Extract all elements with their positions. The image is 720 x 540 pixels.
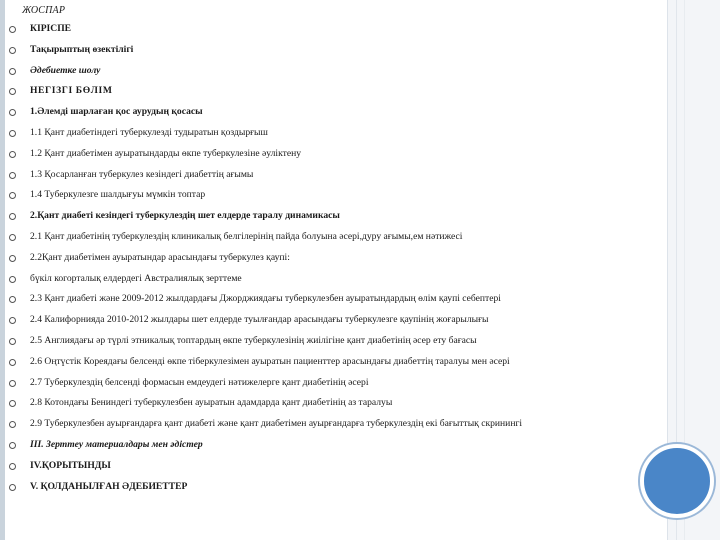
outline-item [0, 393, 668, 414]
outline-item-text: 1.1 Қант диабетіндегі туберкулезді тудыратын қоздырғыш [30, 126, 268, 138]
outline-item-text: 2.8 Котондағы Бениндегі туберкулезбен ауыратын адамдарда қант диабетінің аз таралуы [30, 397, 393, 409]
circle-bullet-icon [9, 172, 16, 179]
outline-item [0, 227, 668, 248]
outline-item [0, 40, 668, 61]
outline-item [0, 248, 668, 269]
outline-item [0, 61, 668, 82]
outline-item [0, 185, 668, 206]
outline-item-text: 1.4 Туберкулезге шалдығуы мүмкін топтар [30, 189, 206, 201]
circle-bullet-icon [9, 88, 16, 95]
circle-bullet-icon [9, 276, 16, 283]
circle-bullet-icon [9, 255, 16, 262]
outline-item [0, 289, 668, 310]
outline-item-text: IV.ҚОРЫТЫНДЫ [30, 459, 111, 471]
circle-bullet-icon [9, 359, 16, 366]
outline-item [0, 373, 668, 394]
outline-item [0, 81, 668, 102]
circle-bullet-icon [9, 192, 16, 199]
circle-bullet-icon [9, 68, 16, 75]
circle-bullet-icon [9, 484, 16, 491]
outline-item [0, 123, 668, 144]
outline-item-text: Әдебиетке шолу [30, 64, 101, 76]
outline-item-text: 2.4 Калифорнияда 2010-2012 жылдары шет елдерде туылғандар арасындағы туберкулезге қаупінің жоғарылығы [30, 314, 489, 326]
outline-item [0, 477, 668, 498]
outline-item-text: 2.1 Қант диабетінің туберкулездің клиникалық белгілерінің пайда болуына әсері,дуру ағымы,ем нәтижесі [30, 230, 463, 242]
circle-bullet-icon [9, 213, 16, 220]
outline-item-text: 1.3 Қосарланған туберкулез кезіндегі диабеттің ағымы [30, 168, 254, 180]
outline-item [0, 102, 668, 123]
outline-item-text: 2.2Қант диабетімен ауыратындар арасындағы туберкулез қаупі: [30, 251, 290, 263]
outline-item-text: 2.5 Англиядағы әр түрлі этникалық топтардың өкпе туберкулезінің жиілігіне қант диабетінің әсер ету бағасы [30, 334, 477, 346]
outline-item-text: Тақырыптың өзектілігі [30, 43, 134, 55]
circle-bullet-icon [9, 442, 16, 449]
outline-list [0, 19, 668, 497]
circle-bullet-icon [9, 296, 16, 303]
outline-item-text: III. Зерттеу материалдары мен әдістер [30, 438, 203, 450]
circle-bullet-icon [9, 151, 16, 158]
outline-item [0, 206, 668, 227]
circle-bullet-icon [9, 26, 16, 33]
outline-item [0, 310, 668, 331]
circle-bullet-icon [9, 463, 16, 470]
outline-item [0, 456, 668, 477]
outline-item [0, 352, 668, 373]
outline-item-text: V. ҚОЛДАНЫЛҒАН ӘДЕБИЕТТЕР [30, 480, 188, 492]
circle-bullet-icon [9, 109, 16, 116]
outline-item-text: НЕГІЗГІ БӨЛІМ [30, 85, 113, 97]
outline-item-text: 2.7 Туберкулездің белсенді формасын емдеудегі нәтижелерге қант диабетінің әсері [30, 376, 369, 388]
outline-item-text: 2.3 Қант диабеті және 2009-2012 жылдардағы Джорджиядағы туберкулезбен ауыратындардың өлім қаупі себептері [30, 293, 501, 305]
outline-item [0, 19, 668, 40]
circle-bullet-icon [9, 338, 16, 345]
circle-bullet-icon [9, 400, 16, 407]
outline-item [0, 414, 668, 435]
outline-item-text: 2.6 Оңтүстік Кореядағы белсенді өкпе тіберкулезімен ауыратын пациенттер арасындағы диабеттің таралуы мен әсері [30, 355, 510, 367]
outline-item [0, 435, 668, 456]
circle-bullet-icon [9, 317, 16, 324]
outline-item [0, 144, 668, 165]
outline-item [0, 331, 668, 352]
outline-item-text: КІРІСПЕ [30, 23, 72, 34]
outline-item [0, 165, 668, 186]
outline-item-text: бүкіл когорталық елдердегі Австралиялық зерттеме [30, 272, 242, 284]
circle-bullet-icon [9, 234, 16, 241]
outline-item-text: 2.Қант диабеті кезіндегі туберкулездің шет елдерде таралу динамикасы [30, 210, 340, 222]
outline-item-text: 2.9 Туберкулезбен ауырғандарға қант диабеті және қант диабетімен ауырғандарға туберкулездің екі бағыттық скринингі [30, 418, 523, 430]
outline-item-text: 1.2 Қант диабетімен ауыратындарды өкпе туберкулезіне әуліктену [30, 147, 302, 159]
circle-bullet-icon [9, 421, 16, 428]
outline-item [0, 269, 668, 290]
circle-bullet-icon [9, 380, 16, 387]
outline-item-text: 1.Әлемді шарлаған қос аурудың қосасы [30, 106, 203, 118]
circle-bullet-icon [9, 47, 16, 54]
circle-bullet-icon [9, 130, 16, 137]
page-title: ЖОСПАР [22, 5, 66, 16]
